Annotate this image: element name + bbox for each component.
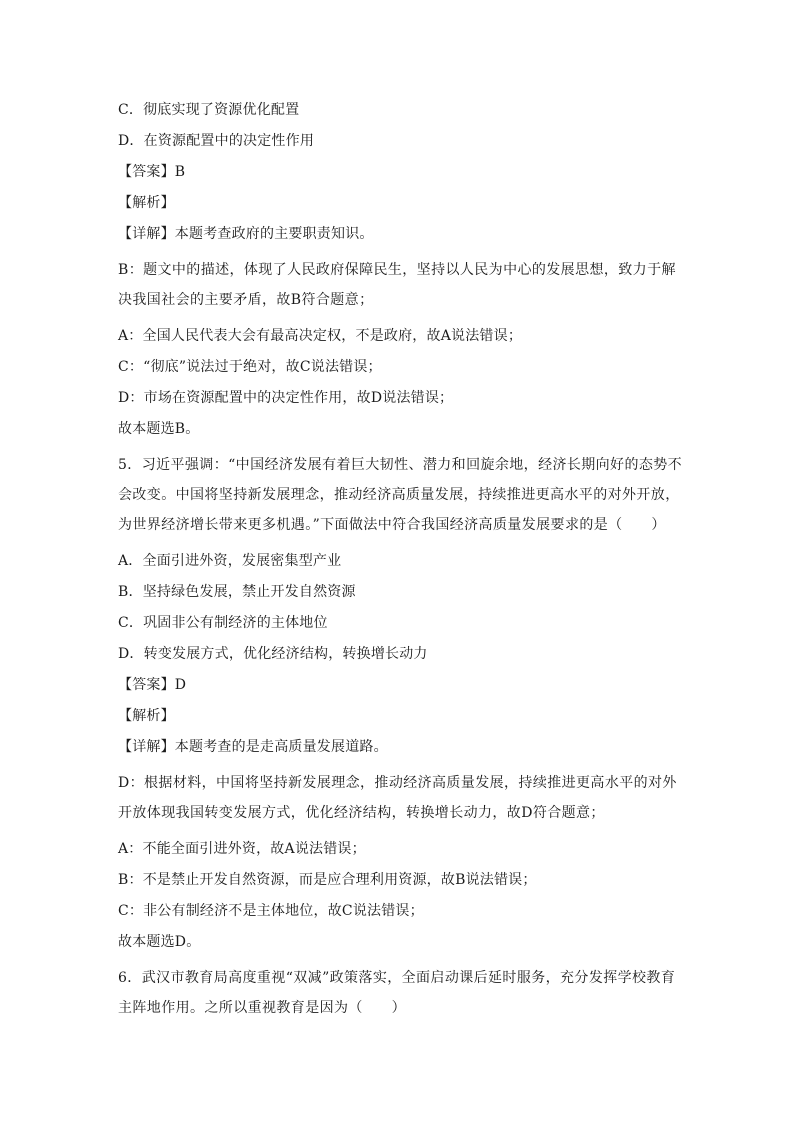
q6-stem: 6．武汉市教育局高度重视“双减”政策落实，全面启动课后延时服务，充分发挥学校教育主阵地作用。之所以重视教育是因为（ ）: [118, 970, 676, 1016]
document-page: [118, 100, 688, 1025]
q5-detail: 【详解】本题考查的是走高质量发展道路。: [118, 739, 388, 755]
q5-option-c: C．巩固非公有制经济的主体地位: [118, 615, 328, 631]
q4-answer: 【答案】B: [118, 164, 186, 180]
q4-explain-b: B：题文中的描述，体现了人民政府保障民生，坚持以人民为中心的发展思想，致力于解决我国社会的主要矛盾，故B符合题意；: [118, 262, 676, 308]
q4-option-c: C．彻底实现了资源优化配置: [118, 102, 300, 118]
q4-explain-c: C：“彻底”说法过于绝对，故C说法错误；: [118, 359, 382, 375]
q4-detail: 【详解】本题考查政府的主要职责知识。: [118, 226, 374, 242]
q5-option-b: B．坚持绿色发展，禁止开发自然资源: [118, 584, 356, 600]
q5-explain-c: C：非公有制经济不是主体地位，故C说法错误；: [118, 903, 424, 919]
q5-option-d: D．转变发展方式，优化经济结构，转换增长动力: [118, 646, 428, 662]
q4-conclusion: 故本题选B。: [118, 421, 200, 437]
q5-explain-a: A：不能全面引进外资，故A说法错误；: [118, 841, 366, 857]
q5-explain-b: B：不是禁止开发自然资源，而是应合理利用资源，故B说法错误；: [118, 872, 537, 888]
q5-stem: 5．习近平强调：“中国经济发展有着巨大韧性、潜力和回旋余地，经济长期向好的态势不会改变。中国将坚持新发展理念，推动经济高质量发展，持续推进更高水平的对外开放，为世界经济增长带来更多机遇。”下面做法中符合我国经济高质量发展要求的是（ ）: [118, 457, 683, 533]
q5-conclusion: 故本题选D。: [118, 934, 201, 950]
q5-answer: 【答案】D: [118, 677, 187, 693]
q4-option-d: D．在资源配置中的决定性作用: [118, 133, 315, 149]
q4-analysis-label: 【解析】: [118, 195, 175, 211]
q5-explain-d: D：根据材料，中国将坚持新发展理念，推动经济高质量发展，持续推进更高水平的对外开放体现我国转变发展方式，优化经济结构，转换增长动力，故D符合题意；: [118, 775, 677, 821]
q4-explain-a: A：全国人民代表大会有最高决定权，不是政府，故A说法错误；: [118, 328, 523, 344]
q5-option-a: A．全面引进外资，发展密集型产业: [118, 553, 342, 569]
q5-analysis-label: 【解析】: [118, 708, 175, 724]
q4-explain-d: D：市场在资源配置中的决定性作用，故D说法错误；: [118, 390, 454, 406]
